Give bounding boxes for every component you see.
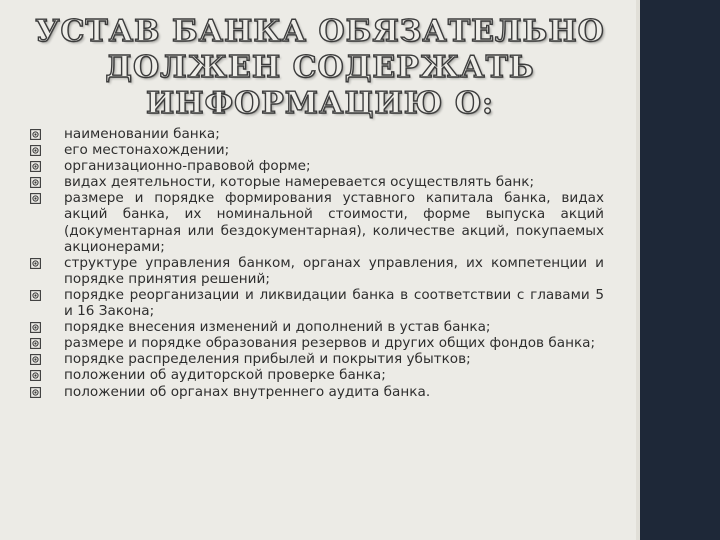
list-item-text: наименовании банка;	[64, 126, 220, 142]
list-item	[30, 158, 604, 174]
list-item	[30, 319, 604, 335]
list-item	[30, 287, 604, 319]
boxed-circle-bullet-icon	[30, 177, 41, 188]
boxed-circle-bullet-icon	[30, 145, 41, 156]
boxed-circle-bullet-icon	[30, 193, 41, 204]
list-item-text: структуре управления банком, органах управления, их компетенции и порядке принятия решений;	[64, 254, 604, 287]
list-item-text: порядке внесения изменений и дополнений в устав банка;	[64, 319, 491, 336]
boxed-circle-bullet-icon	[30, 161, 41, 172]
list-item	[30, 367, 604, 383]
list-item-text: положении об органах внутреннего аудита банка.	[64, 383, 431, 400]
list-item	[30, 335, 604, 351]
boxed-circle-bullet-icon	[30, 129, 41, 140]
boxed-circle-bullet-icon	[30, 258, 41, 269]
boxed-circle-bullet-icon	[30, 290, 41, 301]
list-item-text: размере и порядке формирования уставного капитала банка, видах акций банка, их номинальной стоимости, форме выпуска акций (документарная или бездокументарная), количестве акций, покупаемых акционерами;	[64, 190, 604, 255]
list-item	[30, 174, 604, 190]
list-item	[30, 126, 604, 142]
boxed-circle-bullet-icon	[30, 370, 41, 381]
boxed-circle-bullet-icon	[30, 338, 41, 349]
list-item	[30, 190, 604, 254]
bullet-list	[30, 126, 604, 400]
list-item	[30, 255, 604, 287]
list-item-text: организационно-правовой форме;	[64, 158, 311, 175]
list-item-text: порядке реорганизации и ликвидации банка в соответствии с главами 5 и 16 Закона;	[64, 286, 604, 320]
boxed-circle-bullet-icon	[30, 354, 41, 365]
list-item	[30, 351, 604, 367]
list-item-text: порядке распределения прибылей и покрытия убытков;	[64, 351, 471, 368]
list-item	[30, 384, 604, 400]
list-item	[30, 142, 604, 158]
boxed-circle-bullet-icon	[30, 322, 41, 333]
list-item-text: видах деятельности, которые намеревается осуществлять банк;	[64, 174, 535, 191]
side-bar	[640, 0, 720, 540]
list-item-text: его местонахождении;	[64, 142, 230, 159]
boxed-circle-bullet-icon	[30, 387, 41, 398]
list-item-text: положении об аудиторской проверке банка;	[64, 367, 386, 384]
slide-title: УСТАВ БАНКА ОБЯЗАТЕЛЬНО ДОЛЖЕН СОДЕРЖАТЬ ИНФОРМАЦИЮ О:	[35, 14, 605, 121]
list-item-text: размере и порядке образования резервов и других общих фондов банка;	[64, 335, 596, 352]
